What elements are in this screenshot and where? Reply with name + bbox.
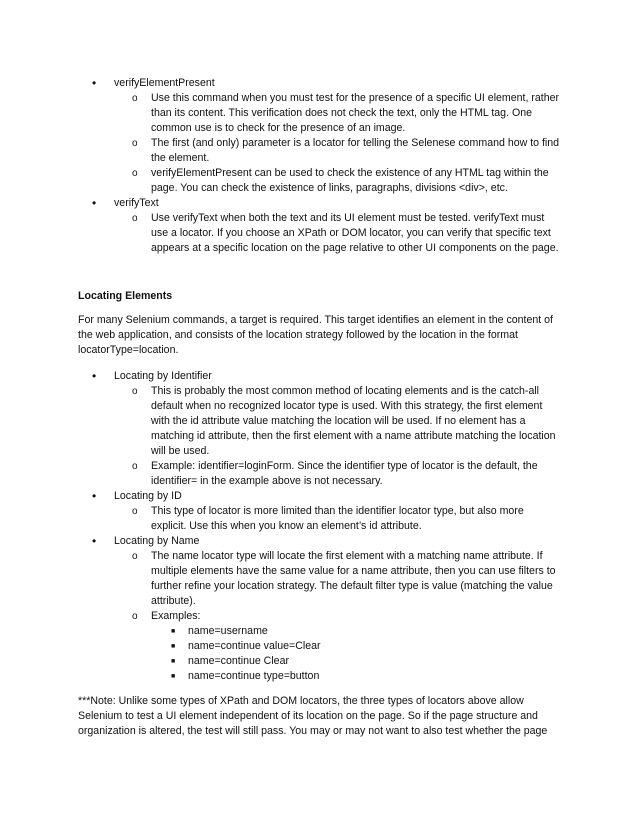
example-text: name=continue type=button <box>188 670 320 682</box>
circle-bullet-icon: o <box>132 461 138 472</box>
section-heading: Locating Elements <box>78 290 173 302</box>
sub-item-text: This type of locator is more limited than the identifier locator type, but also more explicit. Use this when you know an element’s id attribute. <box>151 505 524 532</box>
bullet-icon: • <box>92 196 97 210</box>
sub-item-text: Use this command when you must test for the presence of a specific UI element, rather than its content. This verification does not check the text, only the HTML tag. One common use is to check for the presence of an image. <box>151 92 560 134</box>
list-item-label: Locating by Identifier <box>114 370 212 382</box>
square-bullet-icon: ■ <box>171 643 176 650</box>
sub-item <box>132 549 561 609</box>
note-paragraph: ***Note: Unlike some types of XPath and DOM locators, the three types of locators above allow Selenium to test a UI element independent of its location on the page. So if the page structure and organization is altered, the test will still pass. You may or may not want to also test whether the page <box>78 695 548 737</box>
sub-item <box>132 609 561 624</box>
sub-item-text: The name locator type will locate the first element with a matching name attribute. If multiple elements have the same value for a name attribute, then you can use filters to further refine your location strategy. The default filter type is value (matching the value attribute). <box>151 550 556 607</box>
list-item-label: Locating by ID <box>114 490 182 502</box>
circle-bullet-icon: o <box>132 138 138 149</box>
intro-paragraph: For many Selenium commands, a target is required. This target identifies an element in the content of the web application, and consists of the location strategy followed by the location in the format locatorType=location. <box>78 314 554 356</box>
square-bullet-icon: ■ <box>171 673 176 680</box>
sub-item <box>132 459 561 489</box>
sub-item-text: This is probably the most common method of locating elements and is the catch-all default when no recognized locator type is used. With this strategy, the first element with the id attribute value matching the location will be used. If no element has a matching id attribute, then the first element with a name attribute matching the location will be used. <box>151 385 556 457</box>
circle-bullet-icon: o <box>132 551 138 562</box>
sub-item <box>132 211 561 256</box>
sub-item-text: The first (and only) parameter is a locator for telling the Selenese command how to find the element. <box>151 137 560 164</box>
example-item <box>171 654 558 669</box>
locating-list <box>0 369 638 684</box>
list-item-label: verifyElementPresent <box>114 77 215 89</box>
sub-item <box>132 91 561 136</box>
example-text: name=continue Clear <box>188 655 289 667</box>
bullet-icon: • <box>92 534 97 548</box>
sub-item-text: Examples: <box>151 610 201 622</box>
list-item-locating-by-name <box>92 534 559 549</box>
list-item-label: verifyText <box>114 197 159 209</box>
list-item-locating-by-id <box>92 489 559 504</box>
circle-bullet-icon: o <box>132 213 138 224</box>
example-text: name=continue value=Clear <box>188 640 321 652</box>
sub-item <box>132 504 561 534</box>
sub-item-text: Example: identifier=loginForm. Since the identifier type of locator is the default, the identifier= in the example above is not necessary. <box>151 460 538 487</box>
bullet-icon: • <box>92 76 97 90</box>
circle-bullet-icon: o <box>132 386 138 397</box>
sub-item <box>132 166 561 196</box>
square-bullet-icon: ■ <box>171 658 176 665</box>
list-item-verify-text <box>92 196 559 211</box>
example-item <box>171 624 558 639</box>
example-item <box>171 639 558 654</box>
circle-bullet-icon: o <box>132 93 138 104</box>
example-text: name=username <box>188 625 268 637</box>
circle-bullet-icon: o <box>132 611 138 622</box>
bullet-icon: • <box>92 489 97 503</box>
sub-item <box>132 136 561 166</box>
square-bullet-icon: ■ <box>171 628 176 635</box>
list-item-label: Locating by Name <box>114 535 200 547</box>
sub-item-text: verifyElementPresent can be used to check the existence of any HTML tag within the page. You can check the existence of links, paragraphs, divisions <div>, etc. <box>151 167 549 194</box>
list-item-verify-element-present <box>92 76 559 91</box>
circle-bullet-icon: o <box>132 506 138 517</box>
sub-item-text: Use verifyText when both the text and its UI element must be tested. verifyText must use a locator. If you choose an XPath or DOM locator, you can verify that specific text appears at a specific location on the page relative to other UI components on the page. <box>151 212 559 254</box>
circle-bullet-icon: o <box>132 168 138 179</box>
sub-item <box>132 384 561 459</box>
bullet-icon: • <box>92 369 97 383</box>
verify-list <box>0 76 638 256</box>
example-item <box>171 669 558 684</box>
list-item-locating-by-identifier <box>92 369 559 384</box>
